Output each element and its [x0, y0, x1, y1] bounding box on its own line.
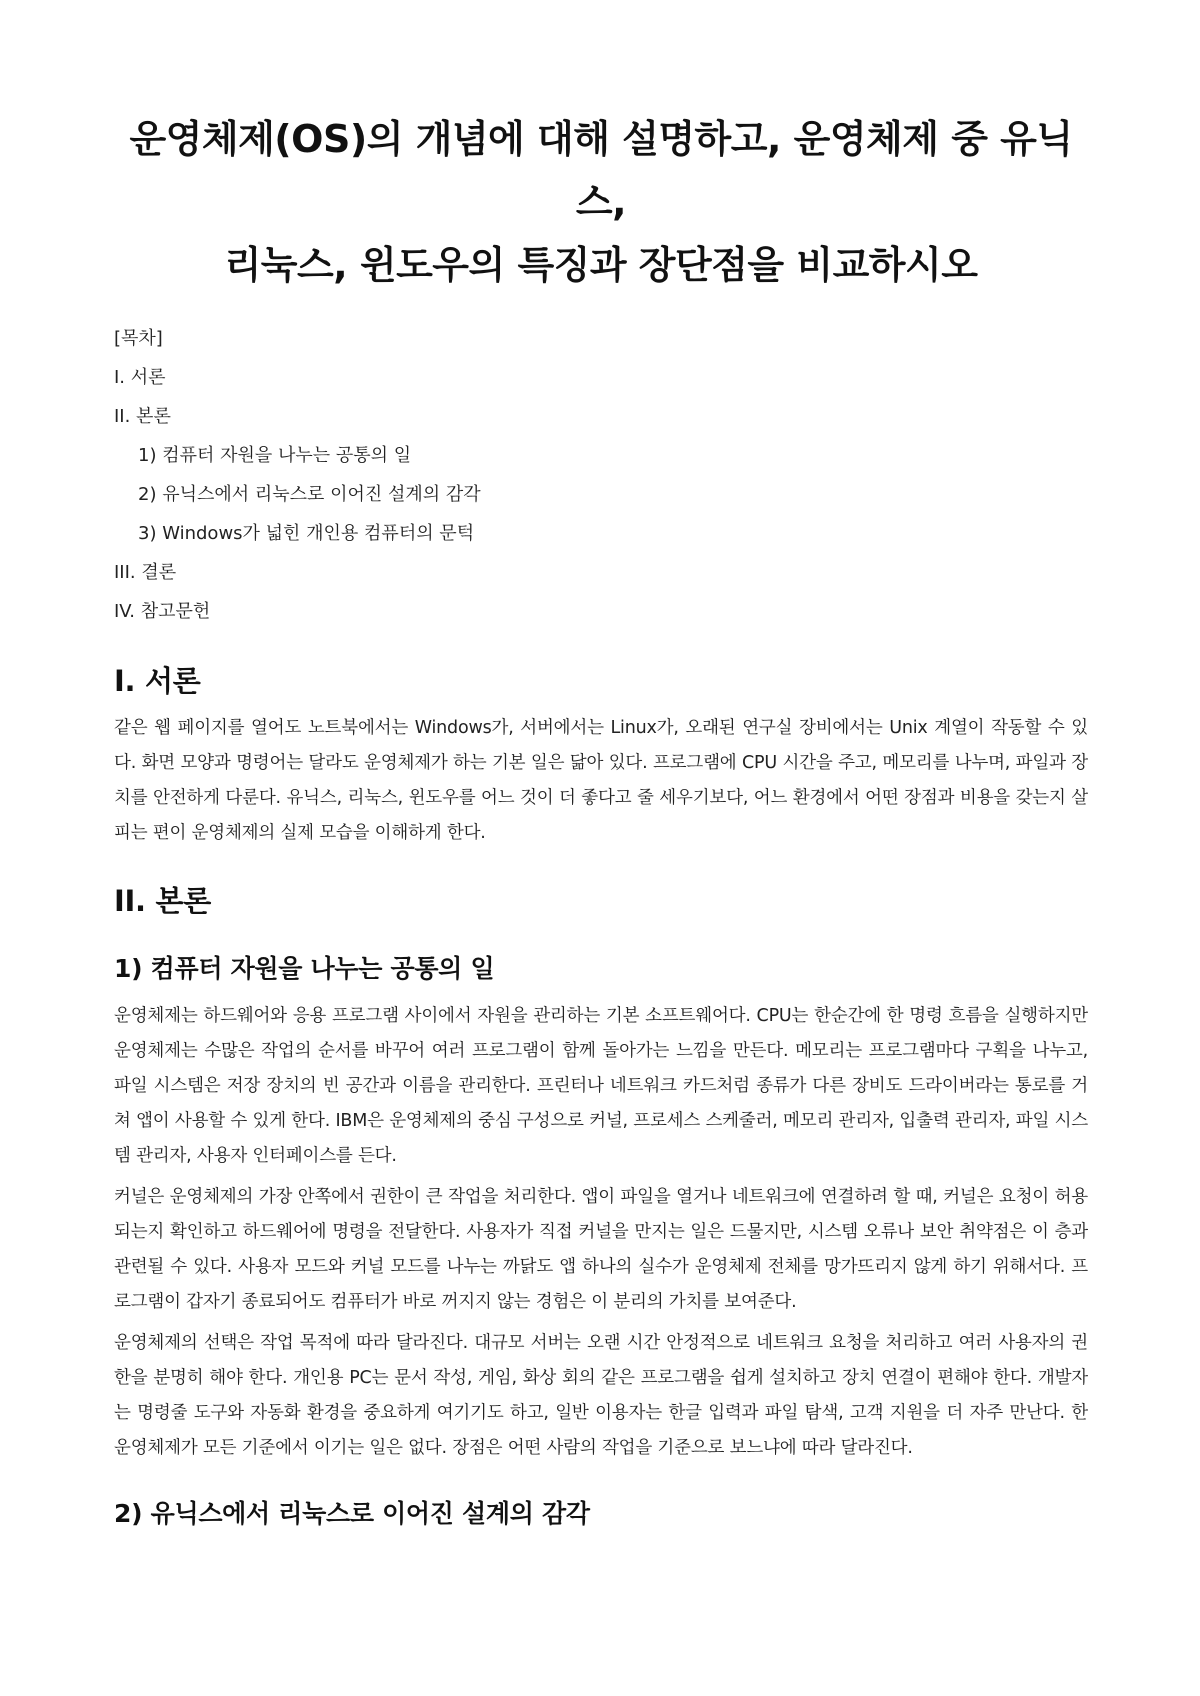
toc-item-conclusion: III. 결론 — [114, 562, 177, 583]
table-of-contents — [114, 319, 1088, 631]
body-paragraph: 커널은 운영체제의 가장 안쪽에서 권한이 큰 작업을 처리한다. 앱이 파일을 열거나 네트워크에 연결하려 할 때, 커널은 요청이 허용되는지 확인하고 하드웨어에 명령을 전달한다. 사용자가 직접 커널을 만지는 일은 드물지만, 시스템 오류나 보안 취약점은 이 층과 관련될 수 있다. 사용자 모드와 커널 모드를 나누는 까닭도 앱 하나의 실수가 운영체제 전체를 망가뜨리지 않게 하기 위해서다. 프로그램이 갑자기 종료되어도 컴퓨터가 바로 꺼지지 않는 경험은 이 분리의 가치를 보여준다. — [114, 1187, 1088, 1312]
body-paragraph: 운영체제는 하드웨어와 응용 프로그램 사이에서 자원을 관리하는 기본 소프트웨어다. CPU는 한순간에 한 명령 흐름을 실행하지만 운영체제는 수많은 작업의 순서를 바꾸어 여러 프로그램이 함께 돌아가는 느낌을 만든다. 메모리는 프로그램마다 구획을 나누고, 파일 시스템은 저장 장치의 빈 공간과 이름을 관리한다. 프린터나 네트워크 카드처럼 종류가 다른 장비도 드라이버라는 통로를 거쳐 앱이 사용할 수 있게 한다. IBM은 운영체제의 중심 구성으로 커널, 프로세스 스케줄러, 메모리 관리자, 입출력 관리자, 파일 시스템 관리자, 사용자 인터페이스를 든다. — [114, 1006, 1088, 1166]
document-title-line-2: 리눅스, 윈도우의 특징과 장단점을 비교하시오 — [224, 243, 978, 287]
toc-item-body-2: 2) 유닉스에서 리눅스로 이어진 설계의 감각 — [138, 484, 481, 505]
toc-item-intro: I. 서론 — [114, 367, 166, 388]
subsection-heading-1: 1) 컴퓨터 자원을 나누는 공통의 일 — [114, 954, 495, 983]
toc-heading: [목차] — [114, 328, 163, 349]
toc-item-body-3: 3) Windows가 넓힌 개인용 컴퓨터의 문턱 — [138, 523, 475, 544]
intro-paragraph: 같은 웹 페이지를 열어도 노트북에서는 Windows가, 서버에서는 Linux가, 오래된 연구실 장비에서는 Unix 계열이 작동할 수 있다. 화면 모양과 명령어는 달라도 운영체제가 하는 기본 일은 닮아 있다. 프로그램에 CPU 시간을 주고, 메모리를 나누며, 파일과 장치를 안전하게 다룬다. 유닉스, 리눅스, 윈도우를 어느 것이 더 좋다고 줄 세우기보다, 어느 환경에서 어떤 장점과 비용을 갖는지 살피는 편이 운영체제의 실제 모습을 이해하게 한다. — [114, 718, 1088, 843]
document-title-line-1: 운영체제(OS)의 개념에 대해 설명하고, 운영체제 중 유닉스, — [129, 117, 1073, 224]
document-title — [114, 108, 1088, 297]
toc-item-body-1: 1) 컴퓨터 자원을 나누는 공통의 일 — [138, 445, 412, 466]
subsection-heading-2: 2) 유닉스에서 리눅스로 이어진 설계의 감각 — [114, 1499, 590, 1528]
body-paragraph: 운영체제의 선택은 작업 목적에 따라 달라진다. 대규모 서버는 오랜 시간 안정적으로 네트워크 요청을 처리하고 여러 사용자의 권한을 분명히 해야 한다. 개인용 PC는 문서 작성, 게임, 화상 회의 같은 프로그램을 쉽게 설치하고 장치 연결이 편해야 한다. 개발자는 명령줄 도구와 자동화 환경을 중요하게 여기기도 하고, 일반 이용자는 한글 입력과 파일 탐색, 고객 지원을 더 자주 만난다. 한 운영체제가 모든 기준에서 이기는 일은 없다. 장점은 어떤 사람의 작업을 기준으로 보느냐에 따라 달라진다. — [114, 1333, 1088, 1458]
section-heading-body: II. 본론 — [114, 884, 211, 918]
toc-item-body: II. 본론 — [114, 406, 171, 427]
toc-item-references: IV. 참고문헌 — [114, 601, 211, 622]
section-heading-intro: I. 서론 — [114, 664, 201, 698]
